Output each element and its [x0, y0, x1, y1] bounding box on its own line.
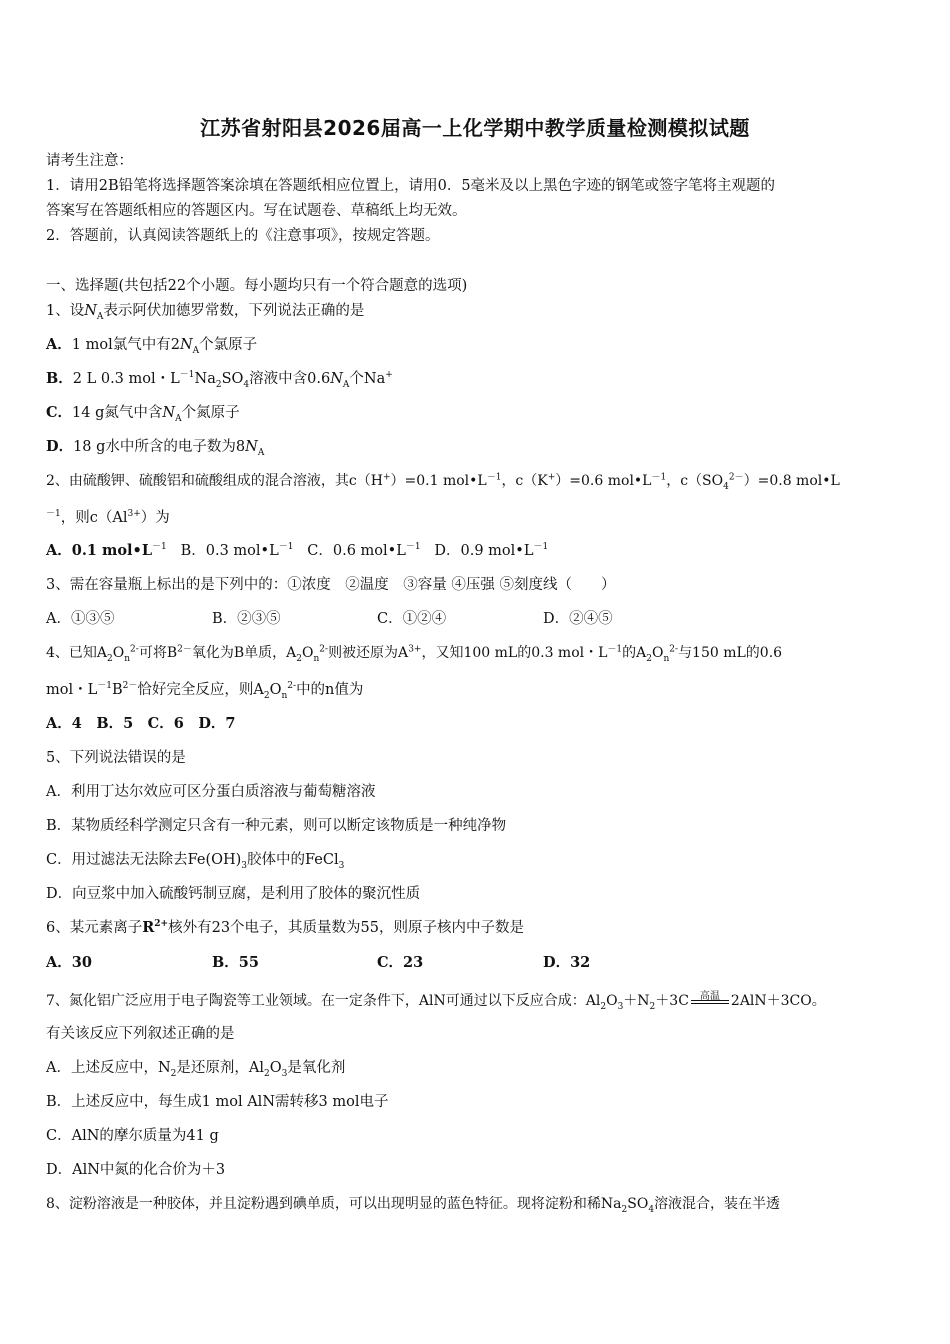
- q6-stem: 6、某元素离子$R^{2+}$核外有23个电子，其质量数为55，则原子核内中子数是: [46, 919, 525, 936]
- q7-option-c: C．AlN的摩尔质量为41 g: [46, 1128, 219, 1144]
- q5-stem: 5、下列说法错误的是: [46, 750, 186, 766]
- q1-option-b: B．2 L 0.3 mol・$L^{-1}Na_2SO_4$溶液中含$0.6N_A$个Na+: [46, 370, 393, 390]
- exam-title: 江苏省射阳县2026届高一上化学期中教学质量检测模拟试题: [200, 116, 750, 140]
- q8-stem: 8、淀粉溶液是一种胶体，并且淀粉遇到碘单质，可以出现明显的蓝色特征。现将淀粉和稀$Na_2SO_4$溶液混合，装在半透: [46, 1196, 781, 1215]
- q3-option-c: C．①②④: [377, 611, 447, 627]
- notice-item-1b: 答案写在答题纸相应的答题区内。写在试题卷、草稿纸上均无效。: [46, 203, 467, 219]
- q2-option-b: B．0.3 $mol•L^{-1}$: [180, 542, 294, 559]
- q5-option-a: A．利用丁达尔效应可区分蛋白质溶液与葡萄糖溶液: [46, 784, 376, 800]
- q5-option-d: D．向豆浆中加入硫酸钙制豆腐，是利用了胶体的聚沉性质: [46, 886, 421, 902]
- q3-option-b: B．②③⑤: [212, 611, 281, 627]
- q3-option-d: D．②④⑤: [543, 611, 613, 627]
- q5-option-b: B．某物质经科学测定只含有一种元素，则可以断定该物质是一种纯净物: [46, 818, 507, 834]
- q6-option-c: C．23: [377, 954, 424, 971]
- q1-option-a: A．1 mol氯气中有$2N_A$个氯原子: [46, 336, 258, 356]
- notice-heading: 请考生注意：: [46, 153, 133, 169]
- q6-option-a: A．30: [46, 954, 92, 971]
- q2-option-a: A．0.1 $mol•L^{-1}$: [46, 542, 167, 559]
- q3-stem: 3、需在容量瓶上标出的是下列中的：①浓度 ②温度 ③容量 ④压强 ⑤刻度线（ ）: [46, 577, 616, 593]
- q4-stem-line1: 4、已知$A_2O_n^{2-}$可将$B^{2-}$氧化为B单质，$A_2O_n^{2-}$则被还原为$A^{3+}$，又知100 mL的0.3 mol・$L^{-1}$的$A_2O_n^{2-}$与150 mL的0.6: [46, 644, 783, 664]
- q7-option-a: A．上述反应中，$N_2$是还原剂，$Al_2O_3$是氧化剂: [46, 1060, 346, 1079]
- q2-option-c: C．0.6 $mol•L^{-1}$: [307, 542, 421, 559]
- q7-option-b: B．上述反应中，每生成1 mol AlN需转移3 mol电子: [46, 1094, 389, 1110]
- q1-stem: 1、设$N_A$表示阿伏加德罗常数，下列说法正确的是: [46, 303, 365, 322]
- q1-option-c: C．14 g氮气中含$N_A$个氮原子: [46, 404, 240, 424]
- q7-stem-line1: 7、氮化铝广泛应用于电子陶瓷等工业领域。在一定条件下，AlN可通过以下反应合成：$Al_2O_3+N_2+3C$ 高温 2AlN＋3CO。: [46, 987, 826, 1011]
- notice-item-1a: 1．请用2B铅笔将选择题答案涂填在答题纸相应位置上，请用0．5毫米及以上黑色字迹的钢笔或签字笔将主观题的: [46, 178, 776, 194]
- q4-stem-line2: mol・$L^{-1}B^{2-}$恰好完全反应，则$A_2O_n^{2-}$中的n值为: [46, 681, 364, 701]
- q4-options: A．4 B．5 C．6 D．7: [46, 715, 236, 732]
- q5-option-c: C．用过滤法无法除去$Fe(OH)_3$胶体中的FeCl$_3$: [46, 852, 345, 871]
- q1-option-d: D．18 g水中所含的电子数为$8N_A$: [46, 438, 265, 458]
- q2-options: [46, 541, 548, 561]
- q2-stem-line2: $^{-1}$，则$c(Al^{3+})$为: [46, 509, 170, 526]
- q7-option-d: D．AlN中氮的化合价为＋3: [46, 1162, 226, 1178]
- q7-stem-line2: 有关该反应下列叙述正确的是: [46, 1026, 235, 1042]
- reaction-condition: 高温: [689, 987, 731, 1007]
- q6-option-d: D．32: [543, 954, 591, 971]
- q6-option-b: B．55: [212, 954, 259, 971]
- notice-item-2: 2．答题前，认真阅读答题纸上的《注意事项》，按规定答题。: [46, 228, 440, 244]
- q2-stem-line1: 2、由硫酸钾、硫酸铝和硫酸组成的混合溶液，其c（H+）=0.1 $mol•L^{-1}$，c（K+）=0.6 $mol•L^{-1}$，$c(SO_4^{2-})=0.8$ mol•L: [46, 472, 840, 492]
- section-heading: 一、选择题(共包括22个小题。每小题均只有一个符合题意的选项): [46, 278, 468, 294]
- q3-option-a: A．①③⑤: [46, 611, 115, 627]
- q2-option-d: D．0.9 $mol•L^{-1}$: [434, 542, 549, 559]
